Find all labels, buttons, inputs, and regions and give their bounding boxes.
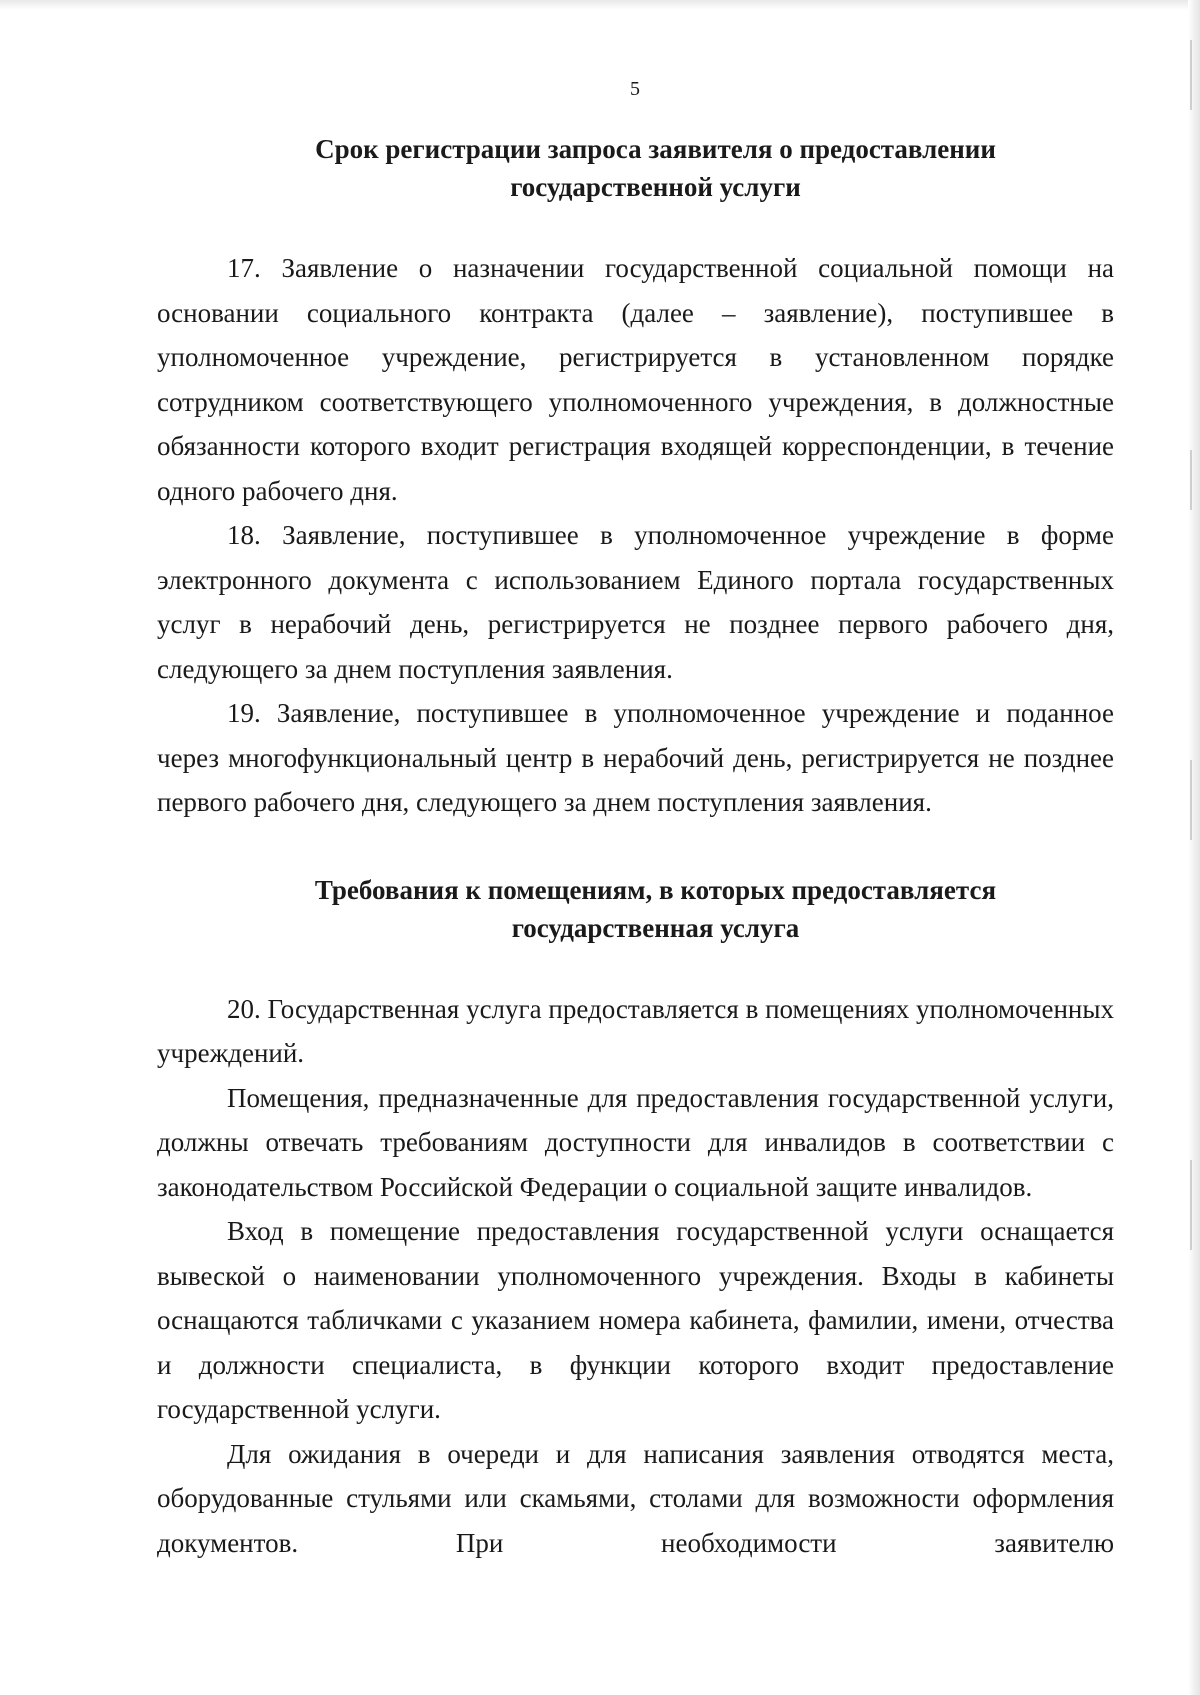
- heading-line: государственной услуги: [510, 172, 801, 202]
- paragraph-19: 19. Заявление, поступившее в уполномоченное учреждение и поданное через многофункциональный центр в нерабочий день, регистрируется не позднее первого рабочего дня, следующего за днем поступления заявления.: [157, 698, 1114, 817]
- document-body: [157, 130, 1114, 1565]
- scan-edge-top: [0, 0, 1200, 10]
- paragraph-waiting-areas: Для ожидания в очереди и для написания заявления отводятся места, оборудованные стульями или скамьями, столами для возможности оформления документов. При необходимости заявителю: [157, 1438, 1114, 1558]
- scan-artifact: [1190, 450, 1192, 510]
- heading-line: государственная услуга: [511, 912, 800, 943]
- paragraph-18: 18. Заявление, поступившее в уполномоченное учреждение в форме электронного документа с использованием Единого портала государственных услуг в нерабочий день, регистрируется не позднее первого рабочего дня, следующего за днем поступления заявления.: [157, 520, 1114, 684]
- scan-artifact: [1190, 760, 1192, 840]
- section-heading-premises: [157, 871, 1114, 947]
- heading-line: Требования к помещениям, в которых предоставляется: [314, 874, 997, 905]
- page-number: 5: [630, 78, 640, 100]
- scan-edge-right: [1188, 0, 1200, 1695]
- section-heading-registration: [157, 130, 1114, 206]
- paragraph-entrance-signage: Вход в помещение предоставления государственной услуги оснащается вывеской о наименовании уполномоченного учреждения. Входы в кабинеты оснащаются табличками с указанием номера кабинета, фамилии, имени, отчества и должности специалиста, в функции которого входит предоставление государственной услуги.: [157, 1216, 1114, 1424]
- heading-line: Срок регистрации запроса заявителя о предоставлении: [315, 134, 996, 164]
- scan-artifact: [1190, 1160, 1192, 1250]
- paragraph-20: 20. Государственная услуга предоставляется в помещениях уполномоченных учреждений.: [157, 993, 1114, 1068]
- paragraph-premises-requirements: Помещения, предназначенные для предоставления государственной услуги, должны отвечать требованиям доступности для инвалидов в соответствии с законодательством Российской Федерации о социальной защите инвалидов.: [157, 1082, 1114, 1202]
- paragraph-17: 17. Заявление о назначении государственной социальной помощи на основании социального контракта (далее – заявление), поступившее в уполномоченное учреждение, регистрируется в установленном порядке сотрудником соответствующего уполномоченного учреждения, в должностные обязанности которого входит регистрация входящей корреспонденции, в течение одного рабочего дня.: [157, 253, 1114, 506]
